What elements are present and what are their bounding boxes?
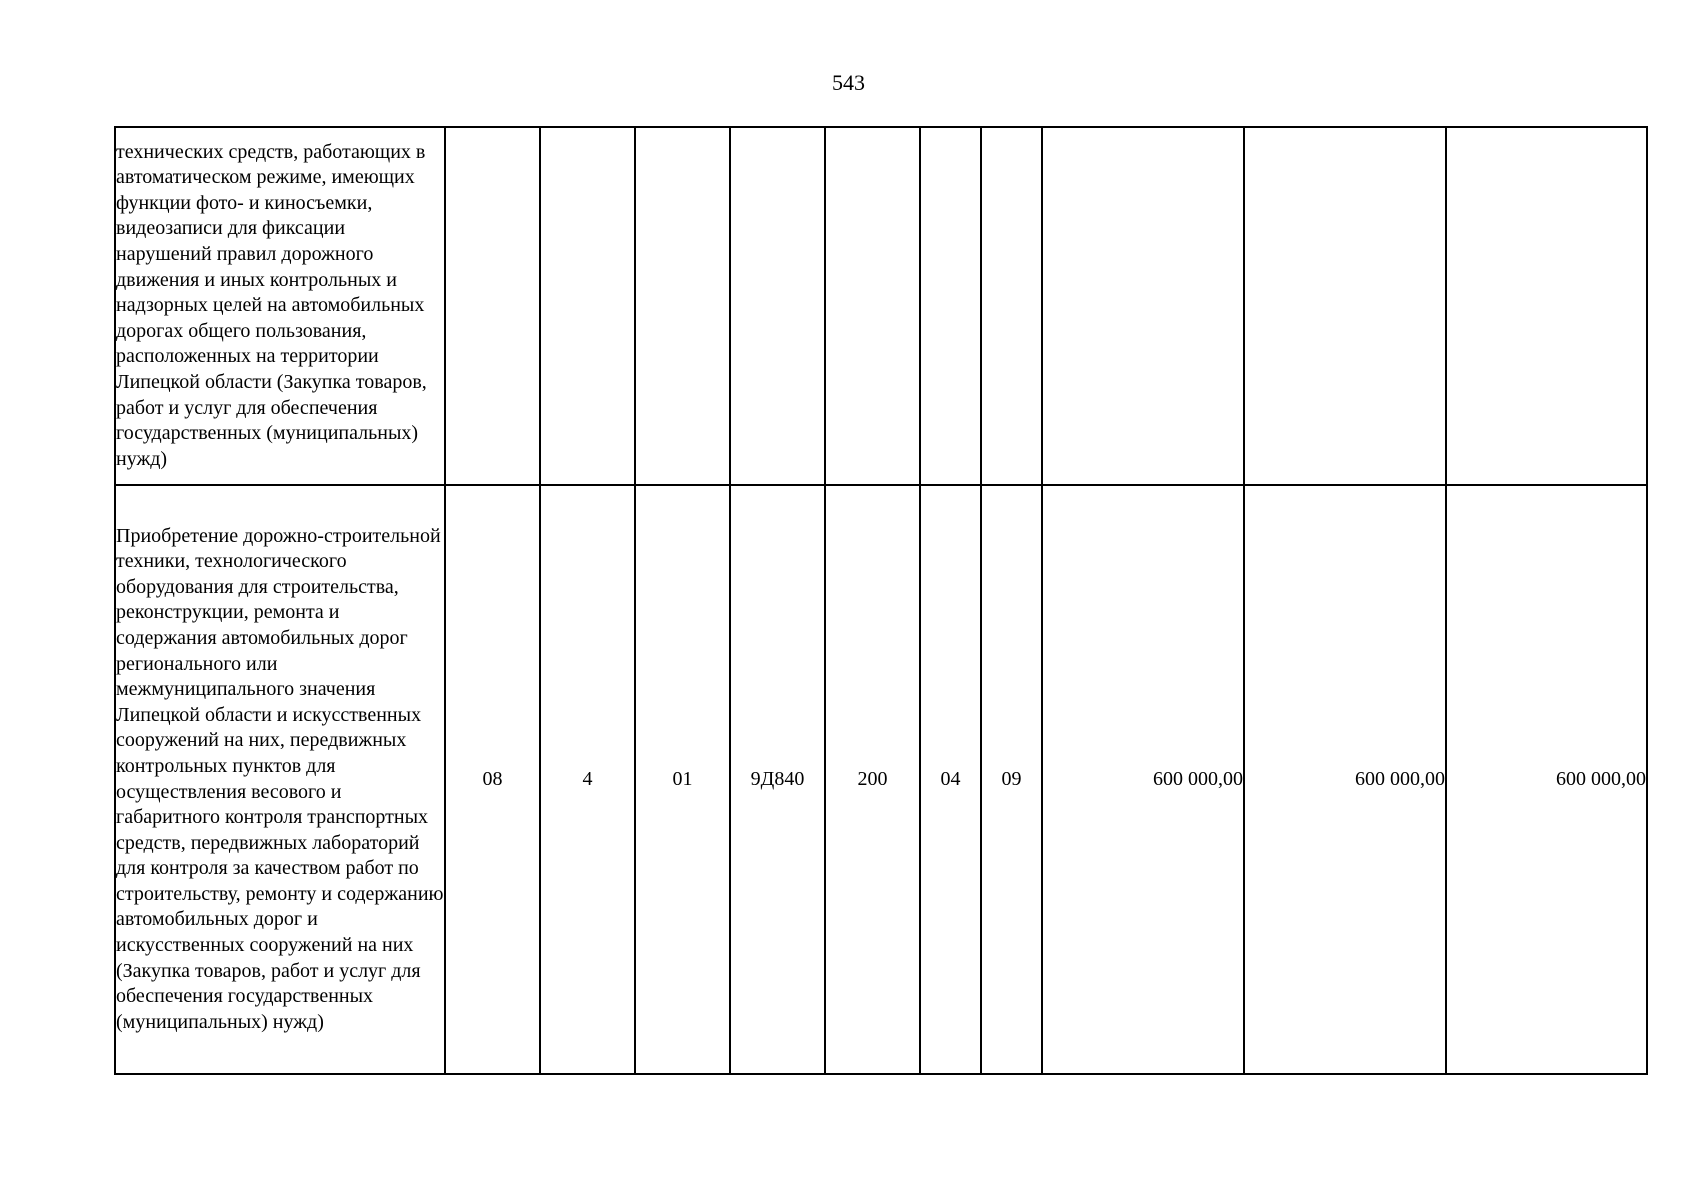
section-cell xyxy=(920,127,981,485)
program-code-cell xyxy=(445,127,540,485)
amount-year-2: 600 000,00 xyxy=(1244,485,1446,1074)
expense-type-cell xyxy=(825,127,920,485)
program-code-cell: 08 xyxy=(445,485,540,1074)
row-description: Приобретение дорожно-строительной техники, технологического оборудования для строительства, реконструкции, ремонта и содержания автомобильных дорог регионального или межмуниципального значения Липецкой области и искусственных сооружений на них, передвижных контрольных пунктов для осуществления весового и габаритного контроля транспортных средств, передвижных лабораторий для контроля за качеством работ по строительству, ремонту и содержанию автомобильных дорог и искусственных сооружений на них (Закупка товаров, работ и услуг для обеспечения государственных (муниципальных) нужд) xyxy=(115,485,445,1074)
subprogram-code-cell: 4 xyxy=(540,485,635,1074)
row-description: технических средств, работающих в автоматическом режиме, имеющих функции фото- и киносъемки, видеозаписи для фиксации нарушений правил дорожного движения и иных контрольных и надзорных целей на автомобильных дорогах общего пользования, расположенных на территории Липецкой области (Закупка товаров, работ и услуг для обеспечения государственных (муниципальных) нужд) xyxy=(115,127,445,485)
table-row xyxy=(115,127,1647,485)
section-cell: 04 xyxy=(920,485,981,1074)
table-row xyxy=(115,485,1647,1074)
budget-table xyxy=(114,126,1648,1075)
subsection-cell: 09 xyxy=(981,485,1042,1074)
amount-year-1: 600 000,00 xyxy=(1042,485,1244,1074)
amount-year-1 xyxy=(1042,127,1244,485)
main-event-code-cell xyxy=(635,127,730,485)
amount-year-2 xyxy=(1244,127,1446,485)
amount-year-3 xyxy=(1446,127,1647,485)
subprogram-code-cell xyxy=(540,127,635,485)
amount-year-3: 600 000,00 xyxy=(1446,485,1647,1074)
subsection-cell xyxy=(981,127,1042,485)
main-event-code-cell: 01 xyxy=(635,485,730,1074)
direction-code-cell: 9Д840 xyxy=(730,485,825,1074)
expense-type-cell: 200 xyxy=(825,485,920,1074)
direction-code-cell xyxy=(730,127,825,485)
page-number: 543 xyxy=(832,70,865,95)
